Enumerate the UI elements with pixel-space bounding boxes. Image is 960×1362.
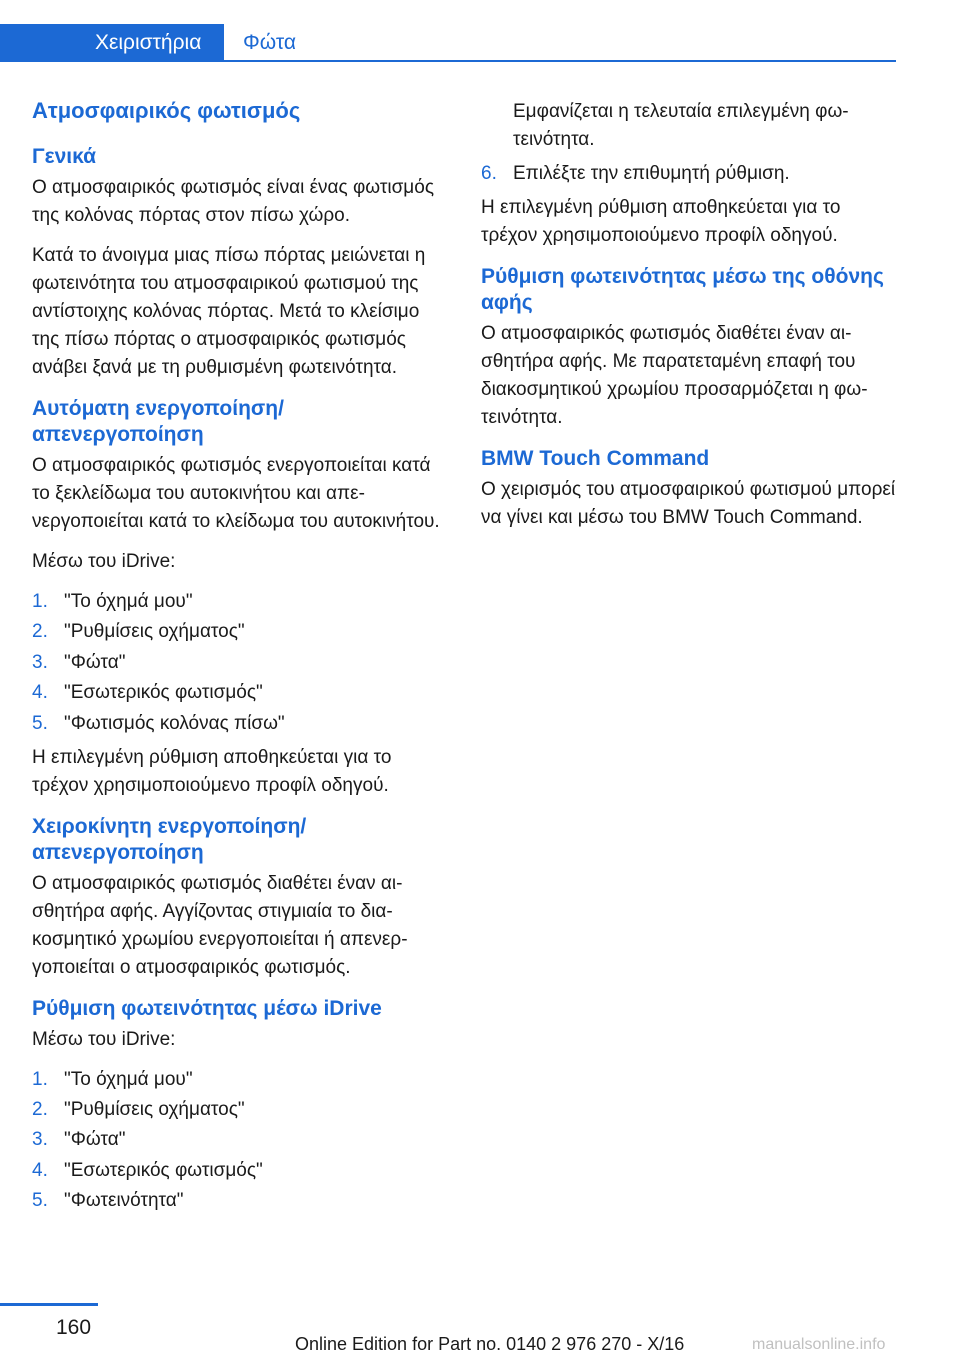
heading-manual: Χειροκίνητη ενεργοποίηση/ απενεργοποίηση [32, 814, 307, 864]
idrive-steps-list [32, 1066, 450, 1216]
header-bar [0, 0, 960, 62]
page-number: 160 [56, 1316, 92, 1339]
step-text: "Εσωτερικός φωτισμός" [64, 1159, 263, 1181]
list-item [32, 618, 450, 646]
general-paragraph-1: Ο ατμοσφαιρικός φωτισμός είναι ένας φωτισμός της κολόνας πόρτας στον πίσω χώρο. [32, 177, 434, 226]
heading-bmw-touch-command: BMW Touch Command [481, 447, 710, 470]
left-column [32, 98, 450, 1221]
list-item [481, 160, 899, 188]
auto-steps-list [32, 588, 450, 738]
list-item [32, 710, 450, 738]
watermark: manualsonline.info [752, 1336, 886, 1353]
header-rule [0, 60, 896, 62]
list-item [32, 1096, 450, 1124]
step-number: 2. [32, 621, 48, 643]
step-number: 5. [32, 712, 48, 734]
step-number: 3. [32, 651, 48, 673]
footer-rule [0, 1303, 98, 1306]
auto-saved-note: Η επιλεγμένη ρύθμιση αποθηκεύεται για το τρέχον χρησιμοποιούμενο προφίλ οδηγού. [32, 746, 392, 796]
list-item [32, 679, 450, 707]
edition-note: Online Edition for Part no. 0140 2 976 270 - X/16 [295, 1334, 685, 1354]
step-number: 3. [32, 1129, 48, 1151]
list-item [32, 1187, 450, 1215]
touch-paragraph: Ο ατμοσφαιρικός φωτισμός διαθέτει έναν αισθητήρα αφής. Με παρατεταμένη επαφή του διακοσμητικού χρωμίου προσαρμόζεται η φωτεινότητα. [481, 323, 868, 428]
heading-touchscreen: Ρύθμιση φωτεινότητας μέσω της οθόνης αφής [481, 265, 884, 314]
list-item [32, 649, 450, 677]
list-item [32, 1066, 450, 1094]
step-number: 6. [481, 163, 497, 184]
step-text: Επιλέξτε την επιθυμητή ρύθμιση. [513, 163, 790, 184]
step-number: 1. [32, 591, 48, 612]
step-text: "Ρυθμίσεις οχήματος" [64, 1098, 245, 1120]
step-number: 4. [32, 1159, 48, 1181]
step-number: 1. [32, 1068, 48, 1090]
step-text: "Εσωτερικός φωτισμός" [64, 682, 263, 704]
heading-auto: Αυτόματη ενεργοποίηση/ απενεργοποίηση [32, 397, 284, 446]
step-text: "Το όχημά μου" [64, 1068, 193, 1090]
auto-via-idrive: Μέσω του iDrive: [32, 551, 176, 572]
idrive-steps-list-cont [481, 160, 899, 188]
step-number: 4. [32, 682, 48, 704]
heading-general: Γενικά [32, 145, 97, 168]
general-paragraph-2: Κατά το άνοιγμα μιας πίσω πόρτας μειώνεται η φωτεινότητα του ατμοσφαιρικού φωτισμού της αντίστοιχης κολόνας πόρτας. Μετά το κλείσιμο της πίσω πόρτας ο ατμοσφαιρικός φωτισμός ανάβει ξανά με τη ρυθμισμένη φωτεινότητα. [32, 245, 426, 378]
list-item [32, 1126, 450, 1154]
tab-controls[interactable]: Χειριστήρια [0, 24, 224, 61]
auto-paragraph: Ο ατμοσφαιρικός φωτισμός ενεργοποιείται κατά το ξεκλείδωμα του αυτοκινήτου και απενεργοποιείται κατά το κλείδωμα του αυτοκινήτου. [32, 455, 440, 532]
step-text: "Φωτεινότητα" [64, 1190, 184, 1212]
heading-idrive-brightness: Ρύθμιση φωτεινότητας μέσω iDrive [32, 996, 382, 1020]
btc-paragraph: Ο χειρισμός του ατμοσφαιρικού φωτισμού μπορεί να γίνει και μέσω του BMW Touch Command. [481, 479, 896, 528]
step5-continuation: Εμφανίζεται η τελευταία επιλεγμένη φωτεινότητα. [513, 101, 849, 150]
step-text: "Ρυθμίσεις οχήματος" [64, 621, 245, 643]
step-text: "Φώτα" [64, 1129, 126, 1151]
step-number: 5. [32, 1190, 48, 1212]
idrive-saved-note: Η επιλεγμένη ρύθμιση αποθηκεύεται για το τρέχον χρησιμοποιούμενο προφίλ οδηγού. [481, 197, 841, 246]
idrive-via: Μέσω του iDrive: [32, 1028, 176, 1050]
section-title: Ατμοσφαιρικός φωτισμός [32, 98, 301, 123]
step-text: "Φώτα" [64, 651, 126, 673]
step-text: "Φωτισμός κολόνας πίσω" [64, 712, 285, 734]
list-item [32, 1157, 450, 1185]
step-number: 2. [32, 1098, 48, 1120]
right-column [481, 98, 899, 544]
list-item [32, 588, 450, 616]
manual-paragraph: Ο ατμοσφαιρικός φωτισμός διαθέτει έναν αισθητήρα αφής. Αγγίζοντας στιγμιαία το διακοσμητικό χρωμίου ενεργοποιείται ή απενεργοποιείται ο ατμοσφαιρικός φωτισμός. [32, 872, 408, 978]
tab-lights[interactable]: Φώτα [243, 30, 296, 54]
step-text: "Το όχημά μου" [64, 591, 193, 612]
